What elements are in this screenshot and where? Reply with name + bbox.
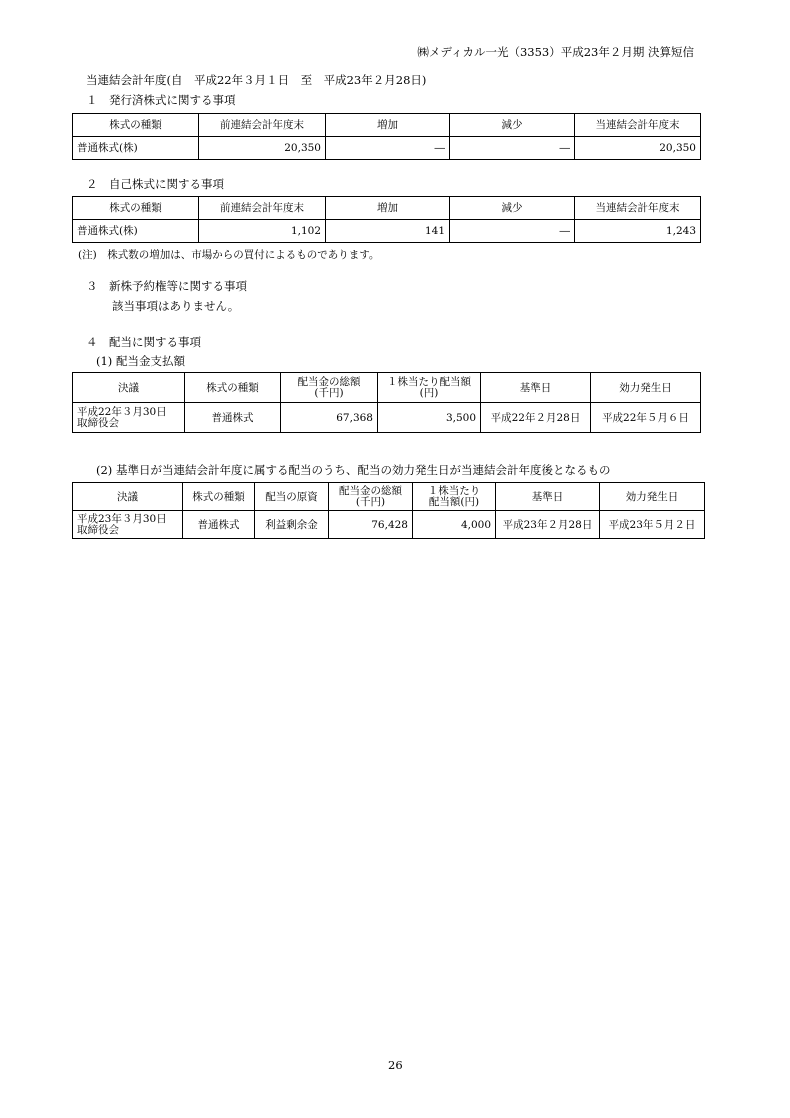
cell-prev-end: 20,350 [199,137,326,160]
section2-title: ２ 自己株式に関する事項 [86,177,224,191]
section2-note: (注) 株式数の増加は、市場からの買付によるものであります。 [78,249,380,261]
section4-sub1-title: (1) 配当金支払額 [96,354,185,368]
cell-share-type: 普通株式(株) [73,137,199,160]
cell-share-type: 普通株式 [185,403,281,433]
section4-title: ４ 配当に関する事項 [86,335,201,349]
dividend-paid-table [72,372,701,433]
header-decrease: 減少 [450,197,575,220]
cell-decrease: ― [450,137,575,160]
section3-title: ３ 新株予約権等に関する事項 [86,279,247,293]
header-resolution: 決議 [73,483,183,511]
header-decrease: 減少 [450,114,575,137]
cell-record-date: 平成23年２月28日 [496,511,600,539]
header-share-type: 株式の種類 [73,197,199,220]
section1-title: １ 発行済株式に関する事項 [86,93,236,107]
header-dividend-per-share: １株当たり配当額 (円) [378,373,481,403]
cell-decrease: ― [450,220,575,243]
cell-share-type: 普通株式(株) [73,220,199,243]
cell-dividend-per-share: 3,500 [378,403,481,433]
cell-resolution: 平成23年３月30日 取締役会 [73,511,183,539]
header-increase: 増加 [326,197,450,220]
header-total-dividend: 配当金の総額 (千円) [329,483,413,511]
header-effective-date: 効力発生日 [591,373,701,403]
section4-sub2-title: (2) 基準日が当連結会計年度に属する配当のうち、配当の効力発生日が当連結会計年度後となるもの [96,463,611,477]
header-prev-end: 前連結会計年度末 [199,197,326,220]
cell-record-date: 平成22年２月28日 [481,403,591,433]
cell-increase: 141 [326,220,450,243]
header-dividend-per-share: １株当たり 配当額(円) [413,483,496,511]
cell-effective-date: 平成23年５月２日 [600,511,705,539]
treasury-shares-table [72,196,701,243]
header-prev-end: 前連結会計年度末 [199,114,326,137]
section3-body: 該当事項はありません。 [112,299,240,313]
cell-curr-end: 1,243 [575,220,701,243]
cell-dividend-source: 利益剰余金 [255,511,329,539]
header-effective-date: 効力発生日 [600,483,705,511]
cell-total-dividend: 76,428 [329,511,413,539]
cell-prev-end: 1,102 [199,220,326,243]
cell-total-dividend: 67,368 [281,403,378,433]
page-number: 26 [388,1058,403,1072]
page-header: ㈱メディカル一光（3353）平成23年２月期 決算短信 [417,45,694,59]
header-curr-end: 当連結会計年度末 [575,197,701,220]
cell-resolution: 平成22年３月30日 取締役会 [73,403,185,433]
header-resolution: 決議 [73,373,185,403]
header-share-type: 株式の種類 [73,114,199,137]
cell-dividend-per-share: 4,000 [413,511,496,539]
cell-curr-end: 20,350 [575,137,701,160]
header-curr-end: 当連結会計年度末 [575,114,701,137]
header-total-dividend: 配当金の総額 (千円) [281,373,378,403]
header-share-type: 株式の種類 [185,373,281,403]
header-dividend-source: 配当の原資 [255,483,329,511]
header-share-type: 株式の種類 [183,483,255,511]
cell-effective-date: 平成22年５月６日 [591,403,701,433]
header-record-date: 基準日 [496,483,600,511]
cell-increase: ― [326,137,450,160]
period-title: 当連結会計年度(自 平成22年３月１日 至 平成23年２月28日) [86,73,427,87]
cell-share-type: 普通株式 [183,511,255,539]
header-increase: 増加 [326,114,450,137]
header-record-date: 基準日 [481,373,591,403]
dividend-future-table [72,482,705,539]
issued-shares-table [72,113,701,160]
